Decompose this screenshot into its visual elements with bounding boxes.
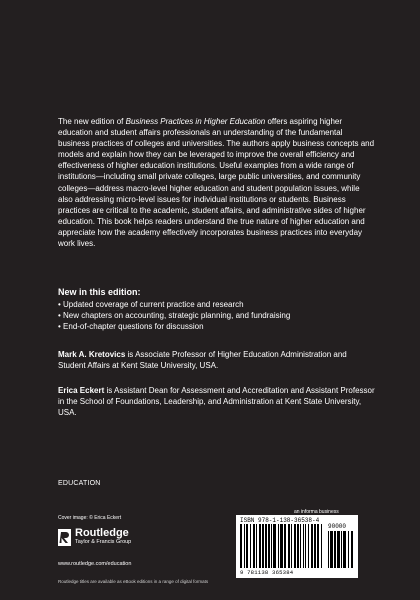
barcode-bar xyxy=(328,531,329,568)
barcode-bar xyxy=(321,524,322,568)
barcode-bar xyxy=(341,531,342,568)
barcode-bar xyxy=(284,524,286,568)
author-bio-kretovics xyxy=(58,349,376,371)
publisher-name: Routledge xyxy=(75,527,129,539)
author-bio-text: is Assistant Dean for Assessment and Accreditation and Assistant Professor in the School of Foundations, Leadership, and Administration at Kent State University, USA. xyxy=(58,386,375,418)
barcode-bar xyxy=(265,524,267,568)
list-item: • End-of-chapter questions for discussion xyxy=(58,321,290,332)
new-edition-list xyxy=(58,299,290,332)
publisher-group: Taylor & Francis Group xyxy=(75,539,132,545)
barcode-bar xyxy=(262,524,264,568)
barcode-bar xyxy=(288,524,290,568)
barcode-bar xyxy=(303,524,304,568)
barcode-bar xyxy=(240,524,242,568)
publisher-logo-block xyxy=(58,528,131,546)
barcode-bar xyxy=(256,524,257,568)
new-edition-heading: New in this edition: xyxy=(58,287,141,297)
barcode-bar xyxy=(308,524,309,568)
barcode-bar xyxy=(246,524,248,568)
ean-barcode-bars xyxy=(240,524,324,568)
isbn-barcode xyxy=(236,515,358,578)
barcode-bar xyxy=(311,524,313,568)
barcode-bar xyxy=(244,524,245,568)
blurb-text: offers aspiring higher education and student affairs professionals an understanding of the fundamental business practices of colleges and universities. The authors apply business concepts and models and explain how they can be leveraged to improve the overall efficiency and effectiveness of higher education institutions. Useful examples from a wide range of institutions—including small private colleges, large public universities, and community colleges—address macro-level higher education and student population issues, while also addressing micro-level issues for individual institutions or students. Business practices are critical to the academic, student affairs, and administrative sides of higher education. This book helps readers understand the true nature of higher education and appreciate how the academy effectively incorporates business practices into everyday work lives. xyxy=(58,117,375,249)
barcode-bar xyxy=(250,524,251,568)
barcode-bar xyxy=(348,531,349,568)
author-bio-text: is Associate Professor of Higher Education Administration and Student Affairs at Kent State University, USA. xyxy=(58,350,347,371)
barcode-bar xyxy=(343,531,346,568)
list-item: • Updated coverage of current practice and research xyxy=(58,299,290,310)
barcode-bar xyxy=(280,524,283,568)
barcode-bar xyxy=(305,524,306,568)
price-addon-number: 90000 xyxy=(328,523,347,530)
addon-barcode-bars xyxy=(328,531,354,568)
ean-digits: 9 781138 365384 xyxy=(240,569,294,576)
list-item: • New chapters on accounting, strategic planning, and fundraising xyxy=(58,310,290,321)
barcode-bar xyxy=(317,524,319,568)
barcode-bar xyxy=(273,524,276,568)
barcode-bar xyxy=(337,531,340,568)
barcode-bar xyxy=(297,524,299,568)
barcode-bar xyxy=(300,524,301,568)
barcode-bar xyxy=(278,524,279,568)
author-name: Erica Eckert xyxy=(58,386,105,395)
back-cover-blurb xyxy=(58,116,376,249)
barcode-bar xyxy=(330,531,333,568)
barcode-bar xyxy=(259,524,261,568)
book-title: Business Practices in Higher Education xyxy=(125,117,266,126)
author-bio-eckert xyxy=(58,385,376,418)
isbn-number: ISBN 978-1-138-36538-4 xyxy=(240,517,320,524)
cover-image-credit: Cover image: © Erica Eckert xyxy=(58,515,122,521)
barcode-bar xyxy=(268,524,270,568)
barcode-bar xyxy=(294,524,296,568)
ebook-footnote: Routledge titles are available as eBook editions in a range of digital formats xyxy=(58,579,209,584)
informa-tagline: an informa business xyxy=(294,509,339,515)
barcode-bar xyxy=(351,531,353,568)
publisher-url: www.routledge.com/education xyxy=(58,561,132,567)
blurb-intro: The new edition of xyxy=(58,117,126,126)
barcode-bar xyxy=(271,524,272,568)
subject-category: EDUCATION xyxy=(58,480,101,487)
barcode-bar xyxy=(291,524,292,568)
barcode-bar xyxy=(334,531,336,568)
barcode-bar xyxy=(253,524,255,568)
author-name: Mark A. Kretovics xyxy=(58,350,126,359)
barcode-bar xyxy=(314,524,316,568)
routledge-logo-icon xyxy=(58,529,71,546)
